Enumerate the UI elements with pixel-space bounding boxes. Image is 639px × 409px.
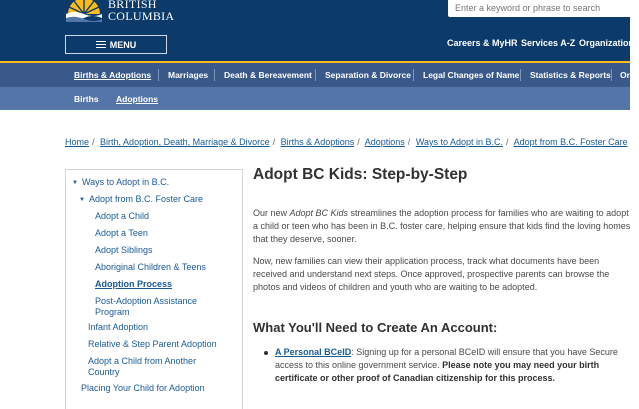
breadcrumb-home[interactable]: Home [65, 137, 90, 147]
breadcrumb-adoptions[interactable]: Adoptions [364, 137, 405, 147]
breadcrumb-ways-to-adopt[interactable]: Ways to Adopt in B.C. [415, 137, 504, 147]
subnav-item-births[interactable]: Births [74, 94, 99, 104]
breadcrumb-separator: / [407, 137, 411, 147]
menu-label: MENU [109, 39, 137, 50]
sidebar-item-ways-to-adopt[interactable] [72, 177, 169, 190]
requirement-text: : Signing up for a personal BCeID will ensure that you have Secure access to this online government service. [275, 347, 618, 370]
bceid-link[interactable]: A Personal BCeID [275, 347, 352, 357]
sidebar-item-infant-adoption[interactable]: Infant Adoption [88, 322, 149, 332]
breadcrumb-separator: / [506, 137, 509, 147]
nav-item-separation-divorce[interactable]: Separation & Divorce [325, 70, 411, 80]
utility-link-services[interactable]: Services A-Z [521, 38, 576, 48]
sidebar-item-adopt-teen[interactable]: Adopt a Teen [95, 228, 148, 238]
breadcrumb-births-adoptions[interactable]: Births & Adoptions [280, 137, 355, 147]
logo-wordmark [108, 0, 174, 22]
breadcrumb-separator: / [272, 137, 276, 147]
breadcrumb [65, 137, 628, 147]
caret-down-icon: ▼ [72, 180, 78, 186]
sidebar-item-adopt-siblings[interactable]: Adopt Siblings [95, 245, 153, 255]
utility-link-careers[interactable]: Careers & MyHR [447, 38, 518, 48]
intro-emphasis: Adopt BC Kids [289, 208, 349, 218]
sidebar-item-relative-step-parent[interactable]: Relative & Step Parent Adoption [88, 339, 217, 349]
bc-logo[interactable] [64, 0, 184, 26]
sidebar-item-aboriginal[interactable]: Aboriginal Children & Teens [95, 262, 206, 272]
sidebar-item-label: Adopt from B.C. Foster Care [88, 194, 203, 204]
breadcrumb-separator: / [92, 137, 95, 147]
second-paragraph: Now, new families can view their application process, track what documents have been received and understand next steps. Once approved, prospective parents can browse the photos and videos of children and youth who are waiting to be adopted. [253, 256, 610, 292]
intro-paragraph [253, 207, 633, 246]
sidebar-item-label: Ways to Adopt in B.C. [81, 177, 170, 187]
intro-text-end: streamlines the adoption process for families who are waiting to adopt a child or teen who has been in B.C. foster care, helping ensure that kids find the loving homes that they deserve, sooner. [253, 208, 631, 244]
page-title: Adopt BC Kids: Step-by-Step [253, 166, 468, 183]
logo-line-1: BRITISH [108, 0, 157, 11]
sidebar-item-adopt-child[interactable]: Adopt a Child [95, 211, 150, 221]
search-input[interactable] [448, 0, 638, 17]
nav-separator [413, 69, 414, 81]
sidebar-item-placing-child[interactable]: Placing Your Child for Adoption [81, 383, 205, 393]
site-header [0, 0, 639, 61]
nav-item-statistics-reports[interactable]: Statistics & Reports [530, 70, 611, 80]
menu-button[interactable] [65, 35, 167, 54]
intro-text-start: Our new [253, 208, 290, 218]
primary-nav [0, 63, 630, 87]
nav-item-births-adoptions[interactable]: Births & Adoptions [74, 70, 152, 80]
nav-separator [520, 69, 521, 81]
hamburger-icon [96, 41, 106, 48]
nav-item-overflow[interactable]: Or [620, 70, 630, 80]
sidebar-item-foster-care[interactable] [79, 194, 203, 207]
nav-separator [214, 69, 215, 81]
subnav-item-adoptions[interactable]: Adoptions [116, 94, 159, 104]
sun-logo-icon [64, 0, 104, 22]
nav-separator [315, 69, 316, 81]
breadcrumb-foster-care[interactable]: Adopt from B.C. Foster Care [513, 137, 628, 147]
section-heading: What You'll Need to Create An Account: [253, 320, 498, 335]
bullet-icon [264, 351, 268, 355]
utility-link-organizations[interactable]: Organizations [579, 38, 639, 48]
breadcrumb-separator: / [357, 137, 360, 147]
sidebar-item-another-country[interactable]: Adopt a Child from Another Country [88, 356, 197, 377]
secondary-nav [0, 87, 630, 110]
caret-down-icon: ▼ [79, 197, 85, 203]
requirement-note: Please note you may need your birth certificate or other proof of Canadian citizenship for this process. [275, 360, 600, 383]
nav-item-death-bereavement[interactable]: Death & Bereavement [224, 70, 312, 80]
sidebar-item-adoption-process[interactable]: Adoption Process [95, 279, 173, 289]
logo-line-2: COLUMBIA [108, 9, 175, 23]
nav-separator [611, 69, 612, 81]
nav-separator [158, 69, 159, 81]
nav-item-legal-changes-name[interactable]: Legal Changes of Name [423, 70, 520, 80]
sidebar-item-post-adoption[interactable]: Post-Adoption Assistance Program [95, 296, 198, 317]
breadcrumb-birth-adoption-death[interactable]: Birth, Adoption, Death, Marriage & Divorce [100, 137, 270, 147]
requirement-item [275, 346, 635, 385]
nav-item-marriages[interactable]: Marriages [168, 70, 209, 80]
